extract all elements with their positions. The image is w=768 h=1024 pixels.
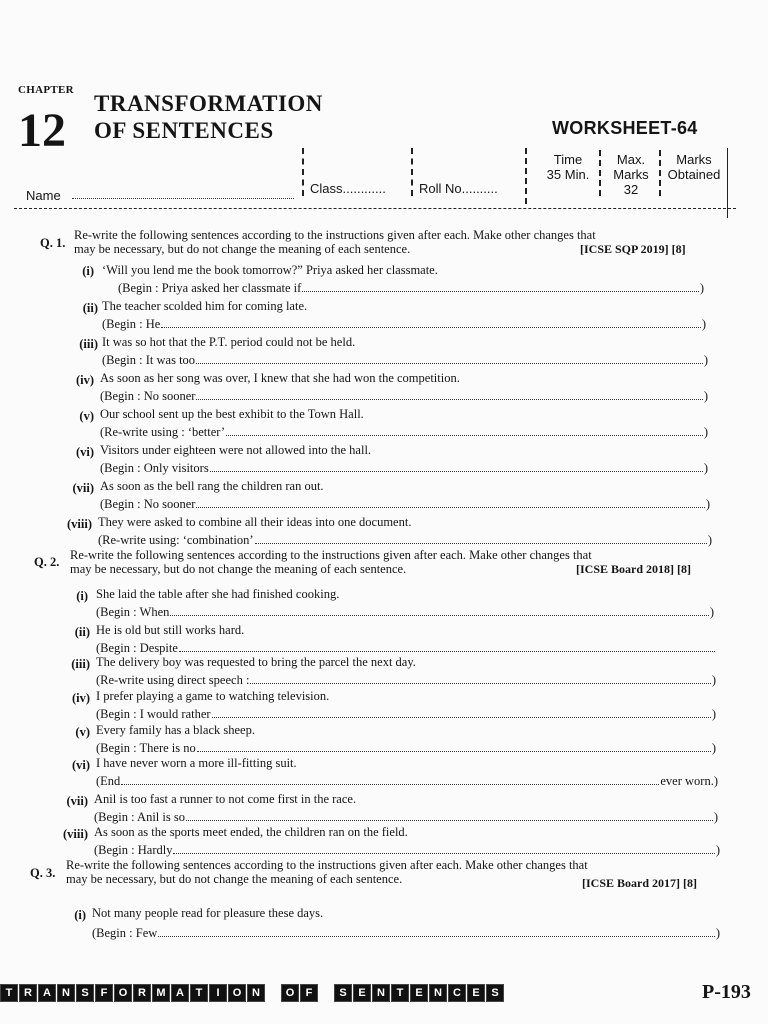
- answer-blank[interactable]: [179, 641, 715, 652]
- roll-no-field[interactable]: Roll No..........: [419, 181, 498, 196]
- item-sentence: Not many people read for pleasure these days.: [92, 906, 324, 920]
- answer-blank[interactable]: [302, 281, 699, 292]
- item-number: (viii): [67, 517, 92, 531]
- answer-blank[interactable]: [197, 741, 711, 752]
- answer-close: ): [703, 353, 708, 367]
- answer-line[interactable]: [118, 281, 704, 295]
- answer-prompt: (Begin : No sooner: [100, 389, 196, 403]
- answer-prompt: (Begin : It was too: [102, 353, 196, 367]
- item-sentence: Visitors under eighteen were not allowed into the hall.: [100, 443, 372, 457]
- footer-letter-tile: S: [334, 984, 352, 1002]
- answer-prompt: (Begin : When: [96, 605, 170, 619]
- footer-letter-tile: O: [114, 984, 132, 1002]
- class-field[interactable]: Class............: [310, 181, 386, 196]
- item-sentence: They were asked to combine all their ideas into one document.: [98, 515, 412, 529]
- footer-letter-tile: E: [353, 984, 371, 1002]
- answer-prompt: (Begin : Only visitors: [100, 461, 209, 475]
- item-sentence: Anil is too fast a runner to not come first in the race.: [94, 792, 357, 806]
- footer-letter-tile: O: [281, 984, 299, 1002]
- answer-blank[interactable]: [121, 774, 659, 785]
- item-number: (i): [82, 264, 94, 278]
- name-label: Name: [26, 188, 61, 203]
- item-sentence: I prefer playing a game to watching television.: [96, 689, 330, 703]
- q2-instruction: [70, 548, 592, 576]
- item-sentence: I have never worn a more ill-fitting suit.: [96, 756, 297, 770]
- item-number: (iv): [75, 373, 94, 387]
- footer-letter-tile: N: [247, 984, 265, 1002]
- answer-blank[interactable]: [170, 605, 708, 616]
- answer-line[interactable]: [102, 353, 708, 367]
- divider: [525, 148, 527, 204]
- answer-close: ): [711, 741, 716, 755]
- answer-line[interactable]: [94, 843, 720, 857]
- answer-blank[interactable]: [196, 497, 704, 508]
- item-number: (iv): [71, 691, 90, 705]
- answer-prompt: (Begin : I would rather: [96, 707, 211, 721]
- footer-letter-tile: C: [448, 984, 466, 1002]
- q1-instruction: [74, 228, 596, 256]
- answer-prompt: (Re-write using: ‘combination’: [98, 533, 254, 547]
- answer-prompt: (Begin : Anil is so: [94, 810, 185, 824]
- footer-letter-tile: R: [19, 984, 37, 1002]
- item-sentence: As soon as the sports meet ended, the children ran on the field.: [94, 825, 408, 839]
- footer-gap: [319, 984, 333, 1002]
- item-sentence: The delivery boy was requested to bring the parcel the next day.: [96, 655, 416, 669]
- q3-instruction-line2: may be necessary, but do not change the meaning of each sentence.: [66, 872, 403, 886]
- answer-prompt: (Begin : Priya asked her classmate if: [118, 281, 302, 295]
- q3-number: Q. 3.: [30, 866, 56, 880]
- footer-letter-tile: N: [372, 984, 390, 1002]
- footer-letter-tile: S: [76, 984, 94, 1002]
- answer-prompt: (Begin : Few: [92, 926, 158, 940]
- chapter-title-line2: OF SENTENCES: [94, 118, 274, 143]
- q3-instruction: [66, 858, 588, 886]
- chapter-title: [94, 90, 323, 144]
- item-sentence: Every family has a black sheep.: [96, 723, 255, 737]
- footer-letter-tile: M: [152, 984, 170, 1002]
- divider: [659, 150, 661, 196]
- footer-letter-tile: F: [300, 984, 318, 1002]
- answer-line[interactable]: [100, 497, 710, 511]
- answer-close: ): [709, 605, 714, 619]
- answer-blank[interactable]: [212, 707, 711, 718]
- answer-prompt: (Begin : No sooner: [100, 497, 196, 511]
- answer-prompt: (Begin : He: [102, 317, 161, 331]
- q2-number: Q. 2.: [34, 555, 60, 569]
- item-number: (i): [76, 589, 88, 603]
- q1-instruction-line1: Re-write the following sentences according to the instructions given after each. Make other changes that: [74, 228, 596, 242]
- answer-line[interactable]: [96, 641, 716, 655]
- item-sentence: As soon as her song was over, I knew that she had won the competition.: [100, 371, 460, 385]
- item-sentence: Our school sent up the best exhibit to the Town Hall.: [100, 407, 364, 421]
- answer-line[interactable]: [102, 317, 706, 331]
- q2-reference: [ICSE Board 2018] [8]: [576, 562, 692, 576]
- q2-instruction-line1: Re-write the following sentences according to the instructions given after each. Make other changes that: [70, 548, 592, 562]
- max-marks-value: 32: [623, 182, 639, 197]
- answer-close: ): [701, 317, 706, 331]
- answer-close: ): [703, 389, 708, 403]
- footer-letter-tile: F: [95, 984, 113, 1002]
- footer-letter-tile: O: [228, 984, 246, 1002]
- footer-letter-tile: N: [57, 984, 75, 1002]
- item-number: (ii): [82, 301, 98, 315]
- item-sentence: It was so hot that the P.T. period could not be held.: [102, 335, 356, 349]
- answer-prompt: (Re-write using : ‘better’: [100, 425, 226, 439]
- answer-close: ever worn.): [660, 774, 718, 788]
- worksheet-label: WORKSHEET-64: [552, 118, 698, 138]
- divider: [599, 150, 601, 196]
- answer-close: ): [715, 926, 720, 940]
- q1-instruction-line2: may be necessary, but do not change the meaning of each sentence.: [74, 242, 411, 256]
- item-sentence: The teacher scolded him for coming late.: [102, 299, 308, 313]
- answer-line[interactable]: [100, 389, 708, 403]
- item-number: (vi): [71, 758, 90, 772]
- answer-prompt: (Re-write using direct speech :: [96, 673, 250, 687]
- footer-letter-tile: R: [133, 984, 151, 1002]
- item-number: (iii): [79, 337, 98, 351]
- answer-close: ): [703, 425, 708, 439]
- page-number: P-193: [702, 981, 751, 1003]
- answer-blank[interactable]: [196, 353, 703, 364]
- q3-reference: [ICSE Board 2017] [8]: [582, 876, 698, 890]
- marks-obtained-cell: [662, 152, 726, 182]
- time-cell: [534, 152, 602, 182]
- item-number: (ii): [74, 625, 90, 639]
- answer-blank[interactable]: [186, 810, 713, 821]
- item-number: (vii): [66, 794, 88, 808]
- max-marks-label: Max.: [616, 152, 646, 167]
- footer-letter-tile: E: [410, 984, 428, 1002]
- time-value: 35 Min.: [546, 167, 590, 182]
- answer-blank[interactable]: [161, 317, 701, 328]
- item-number: (vi): [75, 445, 94, 459]
- footer-letter-tile: T: [190, 984, 208, 1002]
- answer-prompt: (End: [96, 774, 121, 788]
- answer-line[interactable]: [100, 461, 708, 475]
- answer-close: ): [699, 281, 704, 295]
- answer-line[interactable]: [98, 533, 712, 547]
- answer-close: ): [707, 533, 712, 547]
- q2-instruction-line2: may be necessary, but do not change the meaning of each sentence.: [70, 562, 407, 576]
- item-sentence: He is old but still works hard.: [96, 623, 245, 637]
- footer-banner: [0, 984, 504, 1002]
- divider: [302, 148, 304, 196]
- answer-line[interactable]: [96, 707, 716, 721]
- answer-close: ): [711, 707, 716, 721]
- footer-letter-tile: A: [171, 984, 189, 1002]
- item-number: (vii): [72, 481, 94, 495]
- answer-prompt: (Begin : Despite: [96, 641, 178, 655]
- footer-letter-tile: T: [391, 984, 409, 1002]
- item-number: (viii): [63, 827, 88, 841]
- answer-line[interactable]: [96, 605, 714, 619]
- footer-letter-tile: T: [0, 984, 18, 1002]
- footer-letter-tile: E: [467, 984, 485, 1002]
- answer-blank[interactable]: [255, 533, 707, 544]
- item-number: (i): [74, 908, 86, 922]
- answer-blank[interactable]: [250, 673, 710, 684]
- item-sentence: As soon as the bell rang the children ran out.: [100, 479, 324, 493]
- item-number: (v): [75, 725, 90, 739]
- chapter-number: 12: [18, 104, 66, 157]
- answer-line[interactable]: [96, 774, 718, 788]
- answer-blank[interactable]: [226, 425, 703, 436]
- answer-blank[interactable]: [210, 461, 703, 472]
- answer-close: ): [713, 810, 718, 824]
- answer-line[interactable]: [94, 810, 718, 824]
- header-separator: [14, 208, 736, 209]
- footer-letter-tile: S: [486, 984, 504, 1002]
- answer-close: ): [705, 497, 710, 511]
- chapter-label: CHAPTER: [18, 84, 74, 96]
- footer-letter-tile: N: [429, 984, 447, 1002]
- q1-number: Q. 1.: [40, 236, 66, 250]
- answer-line[interactable]: [92, 926, 720, 940]
- item-number: (iii): [71, 657, 90, 671]
- footer-letter-tile: I: [209, 984, 227, 1002]
- answer-prompt: (Begin : There is no: [96, 741, 196, 755]
- max-marks-cell: [604, 152, 658, 197]
- chapter-title-line1: TRANSFORMATION: [94, 91, 323, 116]
- answer-prompt: (Begin : Hardly: [94, 843, 173, 857]
- answer-close: ): [715, 843, 720, 857]
- answer-close: ): [711, 673, 716, 687]
- max-marks-label2: Marks: [613, 167, 649, 182]
- q3-instruction-line1: Re-write the following sentences according to the instructions given after each. Make other changes that: [66, 858, 588, 872]
- footer-letter-tile: A: [38, 984, 56, 1002]
- time-label: Time: [553, 152, 583, 167]
- item-sentence: She laid the table after she had finished cooking.: [96, 587, 340, 601]
- item-number: (v): [79, 409, 94, 423]
- marks-obtained-label: Marks: [676, 152, 712, 167]
- q1-reference: [ICSE SQP 2019] [8]: [580, 242, 686, 256]
- answer-line[interactable]: [100, 425, 708, 439]
- answer-line[interactable]: [96, 673, 716, 687]
- name-field[interactable]: [72, 198, 294, 199]
- answer-close: ): [703, 461, 708, 475]
- answer-blank[interactable]: [196, 389, 702, 400]
- marks-obtained-label2: Obtained: [667, 167, 721, 182]
- divider: [411, 148, 413, 196]
- item-sentence: ‘Will you lend me the book tomorrow?” Priya asked her classmate.: [102, 263, 438, 277]
- answer-line[interactable]: [96, 741, 716, 755]
- answer-blank[interactable]: [158, 926, 715, 937]
- footer-gap: [266, 984, 280, 1002]
- answer-blank[interactable]: [173, 843, 714, 854]
